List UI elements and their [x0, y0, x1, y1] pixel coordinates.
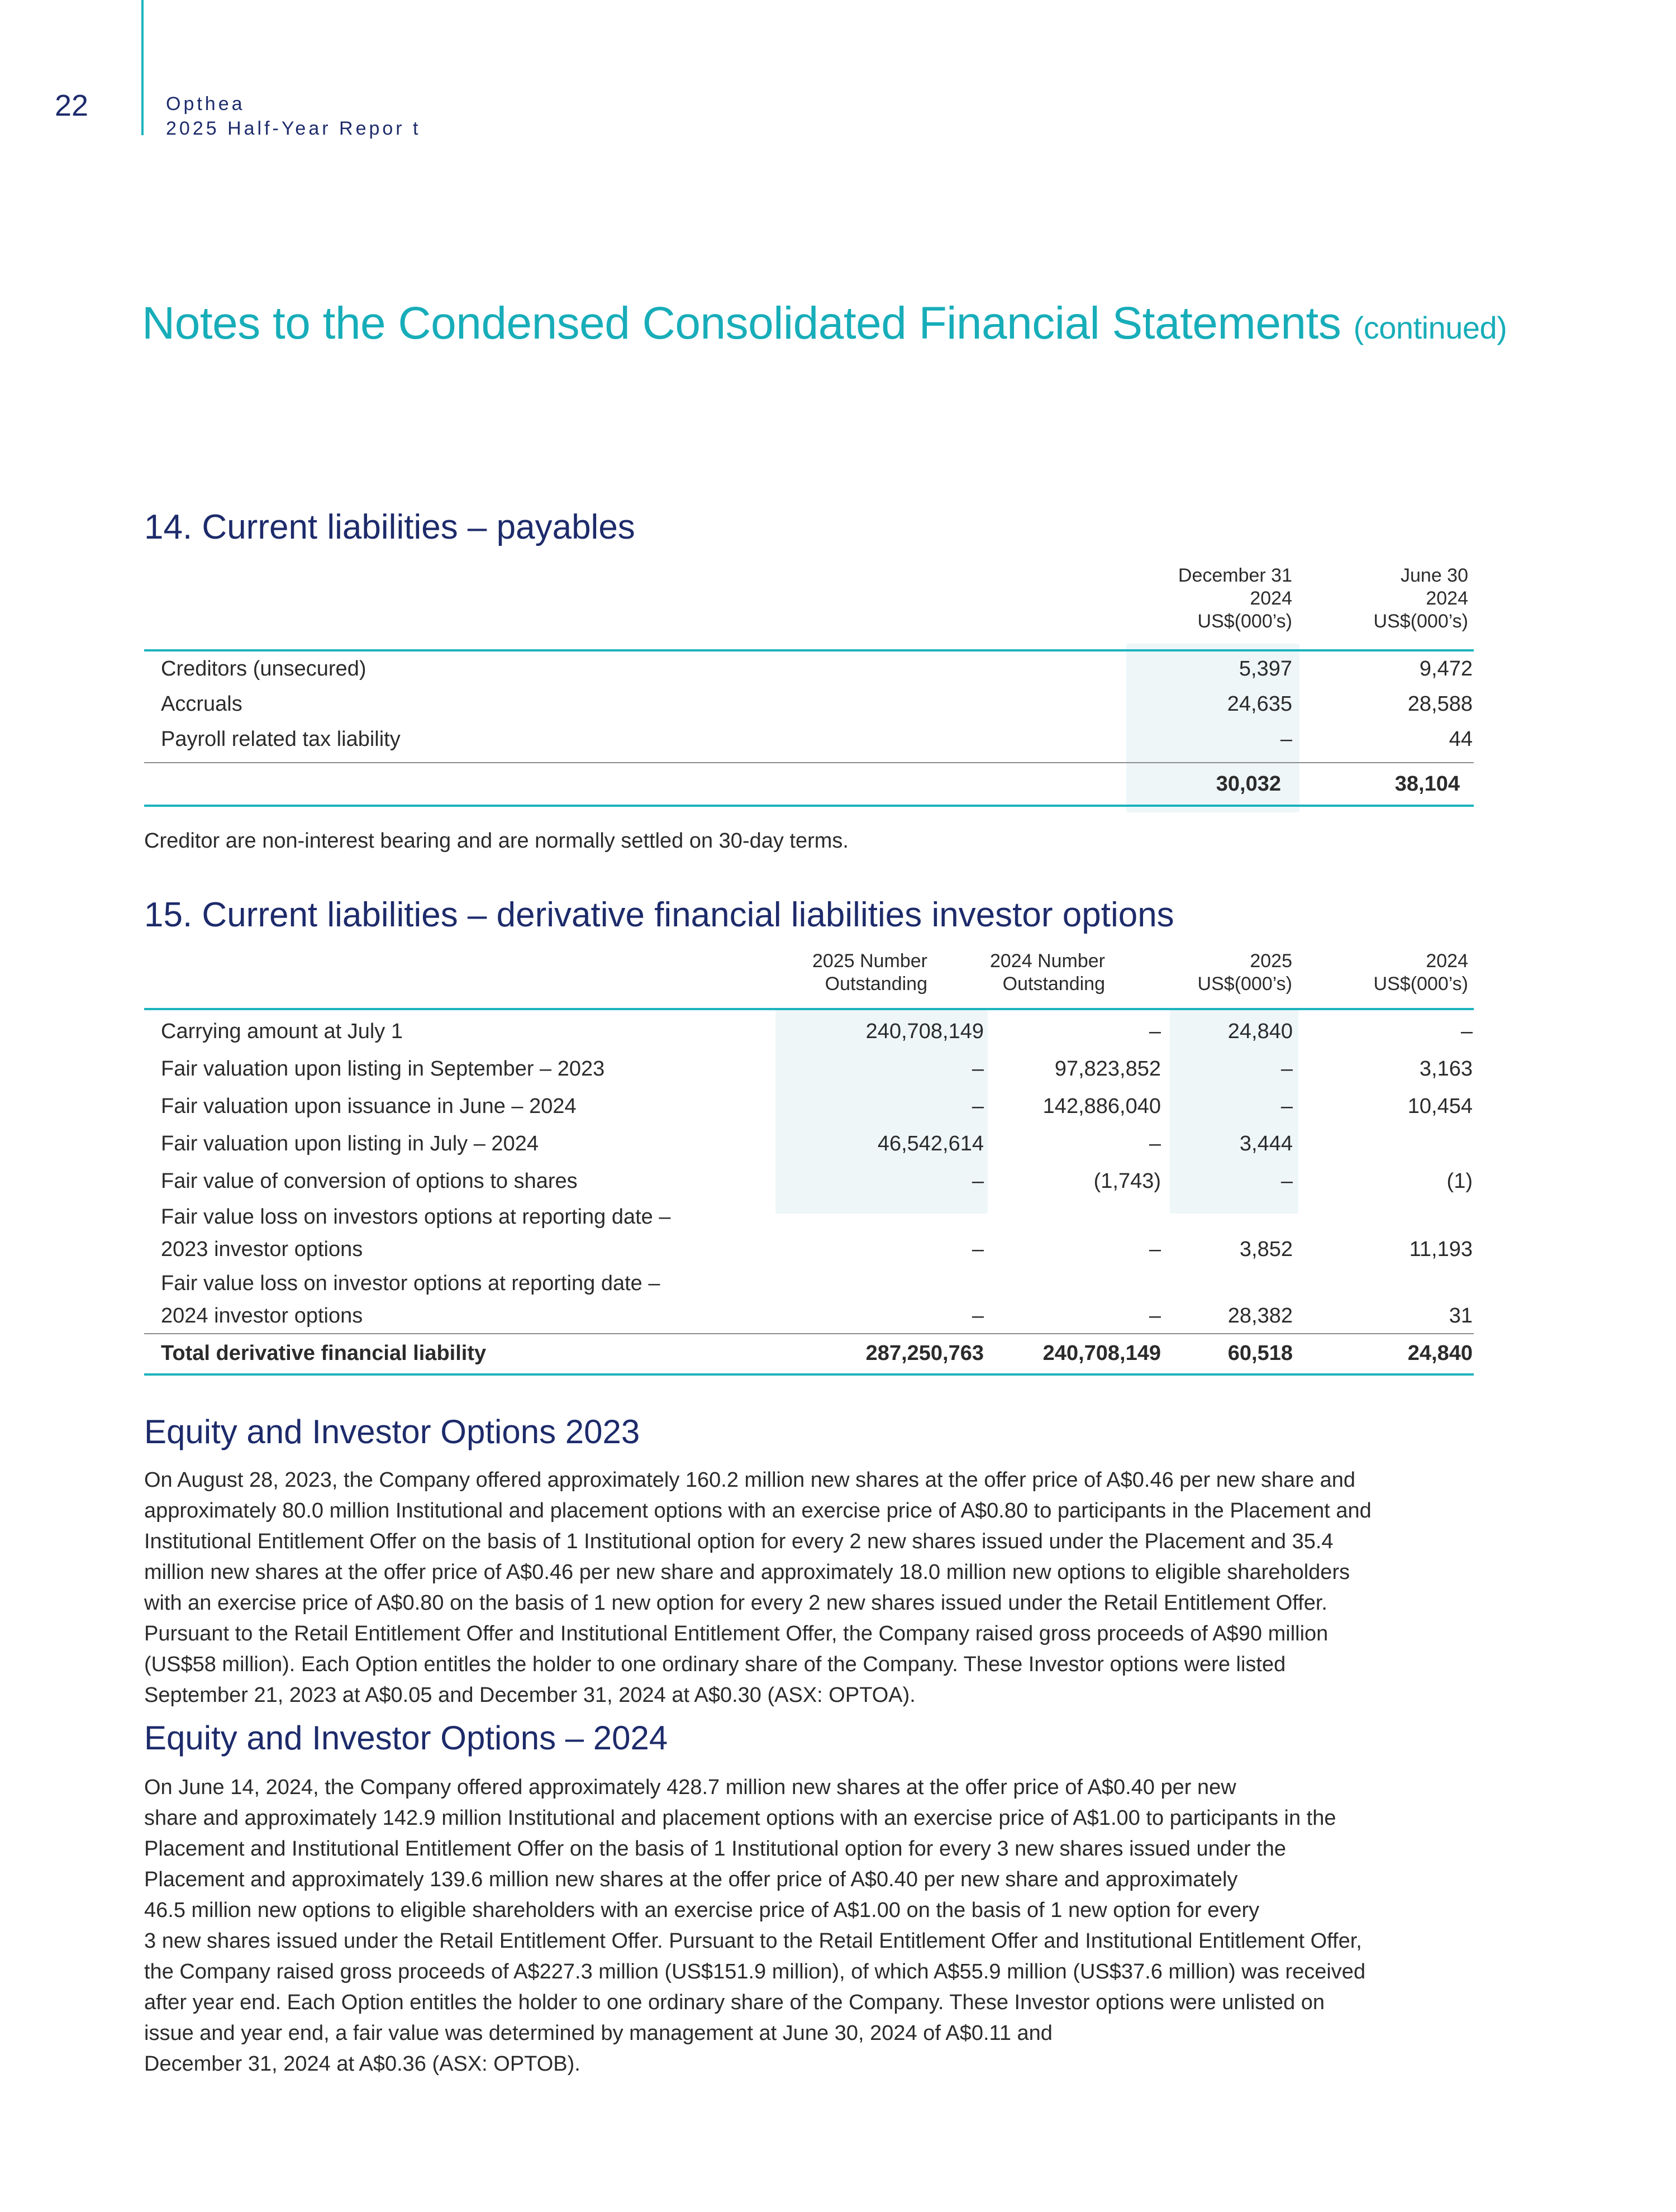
page-title-suffix: (continued)	[1353, 310, 1507, 345]
page-number: 22	[55, 89, 89, 122]
table-row: Fair value loss on investors options at reporting date – 2023 investor options – – 3,852 11,193	[161, 1205, 1473, 1261]
table-row: Payroll related tax liability – 44	[161, 727, 1473, 751]
total-row: Total derivative financial liability 287,250,763 240,708,149 60,518 24,840	[161, 1342, 1473, 1365]
table-row: Fair value loss on investor options at reporting date – 2024 investor options – – 28,382 31	[161, 1272, 1473, 1328]
equity-2023-paragraph: On August 28, 2023, the Company offered approximately 160.2 million new shares at the offer price of A$0.46 per new share and approximately 80.0 million Institutional and placement options with an exercise price of A$0.80 to participants in the Placement and Institutional Entitlement Offer on the basis of 1 Institutional option for every 2 new shares issued under the Placement and 35.4 million new shares at the offer price of A$0.46 per new share and approximately 18.0 million new options to eligible shareholders with an exercise price of A$0.80 on the basis of 1 new option for every 2 new shares issued under the Retail Entitlement Offer. Pursuant to the Retail Entitlement Offer and Institutional Entitlement Offer, the Company raised gross proceeds of A$90 million (US$58 million). Each Option entitles the holder to one ordinary share of the Company. These Investor options were listed September 21, 2023 at A$0.05 and December 31, 2024 at A$0.30 (ASX: OPTOA).	[144, 1468, 1372, 1707]
equity-2024-paragraph: On June 14, 2024, the Company offered approximately 428.7 million new shares at the offer price of A$0.40 per new share and approximately 142.9 million Institutional and placement options with an exercise price of A$1.00 to participants in the Placement and Institutional Entitlement Offer on the basis of 1 Institutional option for every 3 new shares issued under the Placement and approximately 139.6 million new shares at the offer price of A$0.40 per new share and approximately 46.5 million new options to eligible shareholders with an exercise price of A$1.00 on the basis of 1 new option for every 3 new shares issued under the Retail Entitlement Offer. Pursuant to the Retail Entitlement Offer and Institutional Entitlement Offer, the Company raised gross proceeds of A$227.3 million (US$151.9 million), of which A$55.9 million (US$37.6 million) was received after year end. Each Option entitles the holder to one ordinary share of the Company. These Investor options were unlisted on issue and year end, a fair value was determined by management at June 30, 2024 of A$0.11 and December 31, 2024 at A$0.36 (ASX: OPTOB).	[144, 1776, 1366, 2076]
subtotal-rule	[144, 1333, 1474, 1334]
equity-2024-heading: Equity and Investor Options – 2024	[144, 1719, 668, 1757]
payables-note: Creditor are non-interest bearing and are normally settled on 30-day terms.	[144, 829, 849, 853]
table-row: Fair valuation upon issuance in June – 2024 – 142,886,040 – 10,454	[161, 1095, 1473, 1118]
subtotal-rule	[144, 762, 1474, 763]
table-row: Carrying amount at July 1 240,708,149 – 24,840 –	[161, 1020, 1473, 1043]
col-header-2025-usd: 2025 US$(000’s)	[1197, 950, 1292, 995]
table-row: Fair valuation upon listing in September – 2023 – 97,823,852 – 3,163	[161, 1057, 1473, 1081]
table-row: Fair valuation upon listing in July – 2024 46,542,614 – 3,444	[161, 1132, 1293, 1155]
page-title	[142, 297, 1507, 350]
company-name: Opthea	[166, 93, 245, 115]
col-header-2024-usd: 2024 US$(000’s)	[1373, 950, 1468, 995]
col-header-jun: June 30 2024 US$(000’s)	[1373, 565, 1468, 632]
total-rule-teal	[144, 1373, 1474, 1376]
table-row: Accruals 24,635 28,588	[161, 692, 1473, 716]
col-header-2025-number: 2025 Number Outstanding	[812, 950, 927, 995]
section-14-heading: 14. Current liabilities – payables	[144, 508, 635, 546]
header-rule-teal	[144, 649, 1474, 651]
section-15-heading: 15. Current liabilities – derivative financial liabilities investor options	[144, 896, 1174, 934]
equity-2023-heading: Equity and Investor Options 2023	[144, 1413, 640, 1450]
total-rule-teal	[144, 805, 1474, 807]
total-row: 30,032 38,104	[1216, 772, 1460, 796]
table-row: Creditors (unsecured) 5,397 9,472	[161, 657, 1473, 681]
header-rule	[141, 0, 144, 135]
header-rule-teal	[144, 1008, 1474, 1010]
report-name: 2025 Half-Year Repor t	[166, 118, 421, 139]
col-header-2024-number: 2024 Number Outstanding	[989, 950, 1105, 995]
col-header-dec: December 31 2024 US$(000’s)	[1178, 565, 1292, 632]
report-brand	[166, 92, 421, 141]
page-title-main: Notes to the Condensed Consolidated Financial Statements	[142, 298, 1341, 349]
table-row: Fair value of conversion of options to shares – (1,743) – (1)	[161, 1169, 1473, 1193]
